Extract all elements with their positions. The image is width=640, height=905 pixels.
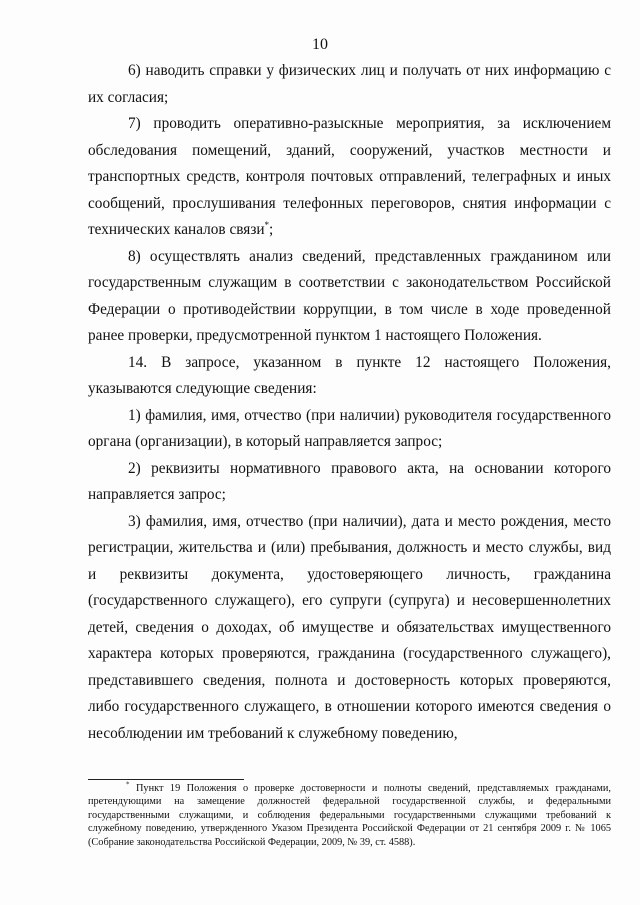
- paragraph-item-7-end: ;: [269, 221, 274, 238]
- paragraph-clause-14-item-1: 1) фамилия, имя, отчество (при наличии) руководителя государственного органа (организации), в который направляется запрос;: [88, 406, 611, 450]
- paragraph-item-6: 6) наводить справки у физических лиц и получать от них информацию с их согласия;: [88, 62, 611, 106]
- paragraph-clause-14-item-3: 3) фамилия, имя, отчество (при наличии), дата и место рождения, место регистрации, жительства и (или) пребывания, должность и место службы, вид и реквизиты документа, удостоверяющего личность, гражданина (государственного служащего), его супруги (супруга) и несовершеннолетних детей, сведения о доходах, об имуществе и обязательствах имущественного характера которых проверяются, гражданина (государственного служащего), представившего сведения, полнота и достоверность которых проверяются, либо государственного служащего, в отношении которого имеются сведения о несоблюдении им требований к служебному поведению,: [88, 512, 611, 742]
- footnote-mark: *: [126, 780, 130, 789]
- footnote-text: Пункт 19 Положения о проверке достоверности и полноты сведений, представляемых гражданами, претендующими на замещение должностей федеральной государственной службы, и федеральными государственными служащими, и соблюдения федеральными государственными служащими требований к служебному поведению, утвержденного Указом Президента Российской Федерации от 21 сентября 2009 г. № 1065 (Собрание законодательства Российской Федерации, 2009, № 39, ст. 4588).: [88, 783, 612, 848]
- paragraph-item-8: 8) осуществлять анализ сведений, представленных гражданином или государственным служащим в соответствии с законодательством Российской Федерации о противодействии коррупции, в том числе в ходе проведенной ранее проверки, предусмотренной пунктом 1 настоящего Положения.: [88, 247, 611, 344]
- paragraph-item-7-text: 7) проводить оперативно-разыскные мероприятия, за исключением обследования помещений, зданий, сооружений, участков местности и транспортных средств, контроля почтовых отправлений, телеграфных и иных сообщений, прослушивания телефонных переговоров, снятия информации с технических каналов связи: [88, 115, 611, 238]
- paragraph-item-7: [88, 111, 611, 244]
- page-number: 10: [312, 36, 328, 53]
- footnote-divider: [88, 779, 244, 780]
- footnote: [88, 782, 611, 849]
- paragraph-clause-14: 14. В запросе, указанном в пункте 12 настоящего Положения, указываются следующие сведения:: [88, 353, 611, 397]
- footnote-reference: *: [264, 219, 270, 230]
- paragraph-clause-14-item-2: 2) реквизиты нормативного правового акта, на основании которого направляется запрос;: [88, 459, 611, 503]
- document-body: [88, 58, 611, 747]
